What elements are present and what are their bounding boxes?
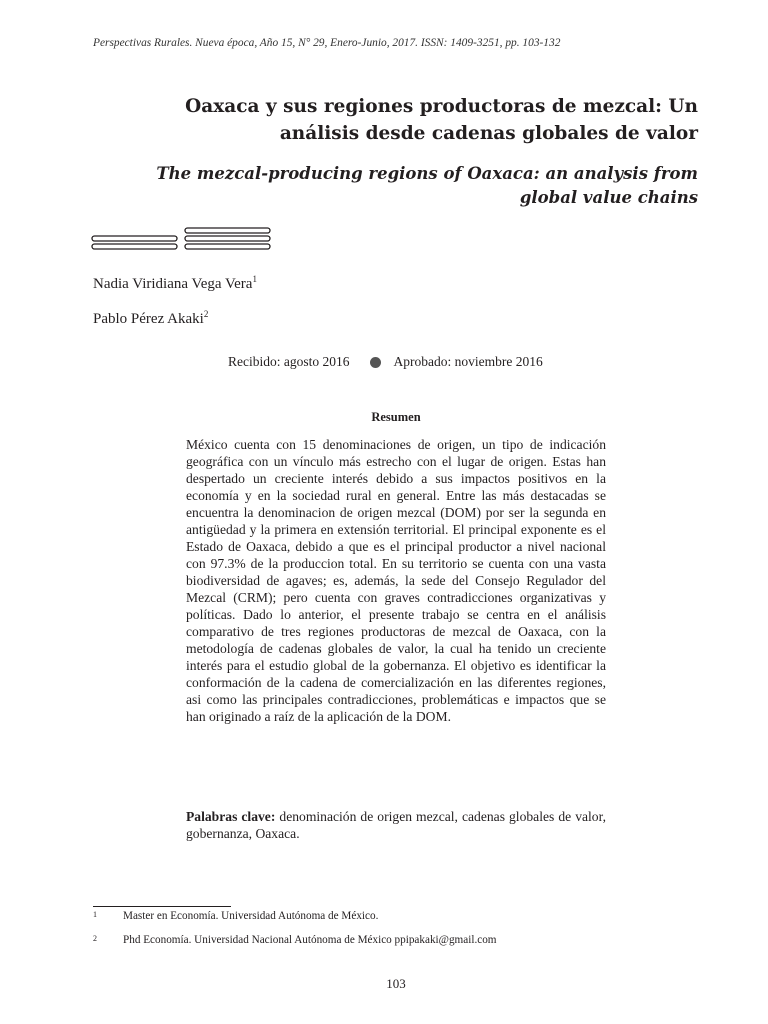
ornament-bar-left-lower — [92, 244, 177, 249]
article-subtitle-line-2: global value chains — [519, 188, 698, 207]
footnote-1 — [93, 910, 693, 922]
author-2 — [93, 309, 208, 328]
ornament-divider-icon — [90, 226, 280, 252]
footnote-text: Master en Economía. Universidad Autónoma de México. — [123, 910, 379, 922]
approved-date: Aprobado: noviembre 2016 — [393, 354, 543, 369]
footnote-2 — [93, 934, 693, 946]
ornament-bar-right-upper — [185, 236, 270, 241]
journal-citation: Perspectivas Rurales. Nueva época, Año 15, N° 29, Enero-Junio, 2017. ISSN: 1409-3251, pp. 103-132 — [93, 37, 561, 49]
bullet-icon — [370, 357, 381, 368]
author-name: Pablo Pérez Akaki — [93, 311, 204, 327]
article-title-line-1: Oaxaca y sus regiones productoras de mezcal: Un — [185, 96, 698, 117]
keywords — [186, 808, 606, 842]
author-name: Nadia Viridiana Vega Vera — [93, 276, 253, 292]
author-footnote-ref[interactable]: 2 — [203, 309, 209, 319]
article-title — [98, 93, 698, 147]
submission-dates — [228, 354, 608, 370]
article-subtitle — [98, 162, 698, 210]
abstract-text: México cuenta con 15 denominaciones de origen, un tipo de indicación geográfica con un vínculo más estrecho con el lugar de origen. Estas han despertado un creciente interés debido a sus impactos positivos en la economía y en la sociedad rural en general. Entre las más destacadas se encuentra la denominacion de origen mezcal (DOM) por ser la segunda en antigüedad y la primera en extensión territorial. El principal exponente es el Estado de Oaxaca, debido a que es el principal productor a nivel nacional con 97.3% de la produccion total. En su territorio se cuenta con una vasta biodiversidad de agaves; es, además, la sede del Consejo Regulador del Mezcal (CRM); pero cuenta con graves contradicciones organizativas y políticas. Dado lo anterior, el presente trabajo se centra en el análisis comparativo de tres regiones productoras de mezcal de Oaxaca, con la metodología de cadenas globales de valor, la cual ha tenido un creciente interés para el estudio global de la gobernanza. El objetivo es identificar la conformación de la cadena de comercialización en las diferentes regiones, asi como las principales contradicciones, problemáticas e impactos que se han originado a raíz de la aplicación de la DOM. — [186, 437, 606, 724]
received-date: Recibido: agosto 2016 — [228, 354, 350, 369]
footnote-number: 2 — [93, 934, 97, 943]
abstract-heading: Resumen — [371, 410, 421, 424]
article-title-line-2: análisis desde cadenas globales de valor — [279, 123, 698, 144]
ornament-bar-left-upper — [92, 236, 177, 241]
ornament-bar-right-lower — [185, 244, 270, 249]
author-footnote-ref[interactable]: 1 — [252, 274, 257, 284]
author-1 — [93, 274, 257, 293]
article-subtitle-line-1: The mezcal-producing regions of Oaxaca: an analysis from — [156, 164, 698, 183]
keywords-label: Palabras clave: — [186, 809, 276, 824]
footnote-divider — [93, 906, 231, 907]
ornament-bar-top — [185, 228, 270, 233]
footnote-number: 1 — [93, 910, 97, 919]
keywords-text: denominación de origen mezcal, cadenas globales de valor, gobernanza, Oaxaca. — [186, 809, 606, 841]
footnote-text[interactable]: Phd Economía. Universidad Nacional Autónoma de México ppipakaki@gmail.com — [123, 934, 497, 946]
page-number: 103 — [386, 976, 406, 991]
